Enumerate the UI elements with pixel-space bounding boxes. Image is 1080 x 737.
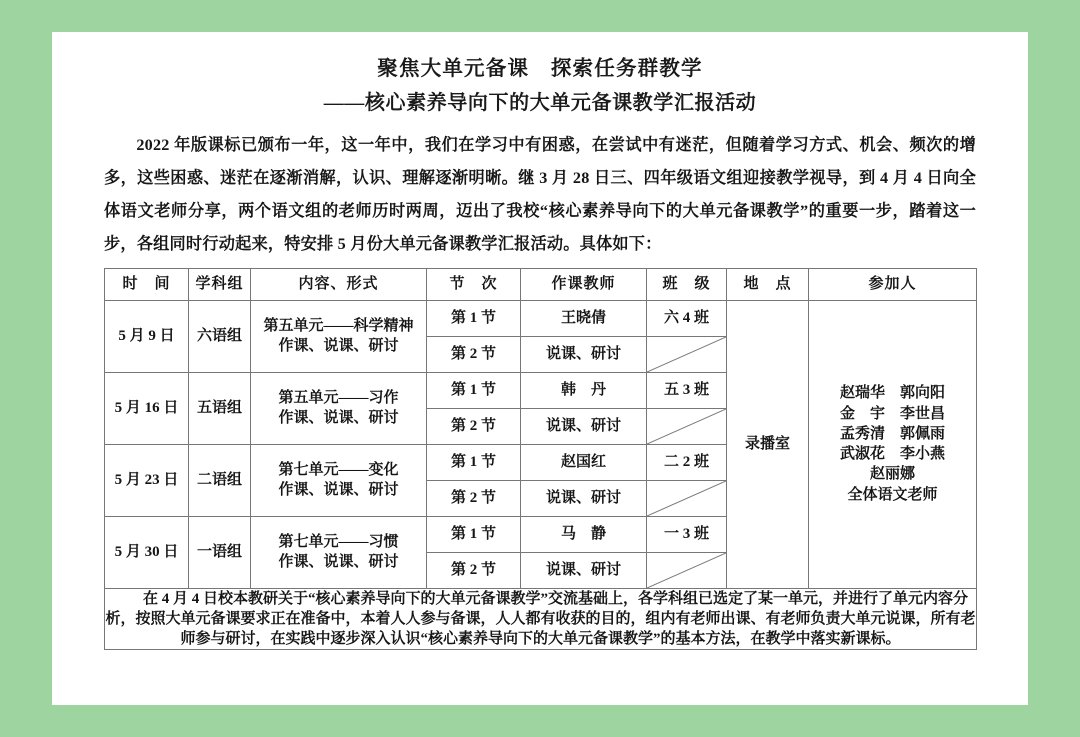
cell-period: 第 2 节 xyxy=(427,552,521,588)
content-line-1: 第五单元——科学精神 xyxy=(263,317,414,334)
table-row xyxy=(105,300,977,336)
participant-line: 全体语文老师 xyxy=(847,486,938,503)
table-footnote-row xyxy=(105,588,977,650)
cell-content xyxy=(251,516,427,588)
participant-line: 赵丽娜 xyxy=(869,466,915,483)
header-place: 地 点 xyxy=(727,268,809,300)
header-participants: 参加人 xyxy=(809,268,977,300)
cell-period: 第 1 节 xyxy=(427,444,521,480)
schedule-table xyxy=(104,268,977,651)
cell-teacher: 说课、研讨 xyxy=(521,480,647,516)
cell-group: 五语组 xyxy=(189,372,251,444)
intro-paragraph: 2022 年版课标已颁布一年，这一年中，我们在学习中有困惑，在尝试中有迷茫，但随着学习方式、机会、频次的增多，这些困惑、迷茫在逐渐消解，认识、理解逐渐明晰。继 3 月 28 日三、四年级语文组迎接教学视导，到 4 月 4 日向全体语文老师分享，两个语文组的老师历时两周，迈出了我校“核心素养导向下的大单元备课教学”的重要一步，踏着这一步，各组同时行动起来，特安排 5 月份大单元备课教学汇报活动。具体如下： xyxy=(104,135,976,254)
cell-group: 一语组 xyxy=(189,516,251,588)
cell-class: 六 4 班 xyxy=(647,300,727,336)
cell-period: 第 1 节 xyxy=(427,372,521,408)
header-group: 学科组 xyxy=(189,268,251,300)
diagonal-strike-icon xyxy=(647,481,726,516)
cell-period: 第 2 节 xyxy=(427,480,521,516)
title-block xyxy=(104,54,976,119)
cell-teacher: 说课、研讨 xyxy=(521,408,647,444)
cell-period: 第 1 节 xyxy=(427,300,521,336)
participant-line: 金 宇 李世昌 xyxy=(839,405,945,422)
cell-class-empty-diagonal xyxy=(647,336,727,372)
cell-time: 5 月 9 日 xyxy=(105,300,189,372)
page-subtitle: ——核心素养导向下的大单元备课教学汇报活动 xyxy=(323,91,757,114)
cell-teacher: 说课、研讨 xyxy=(521,336,647,372)
participant-line: 武淑花 李小燕 xyxy=(839,446,945,463)
cell-content xyxy=(251,372,427,444)
table-header-row xyxy=(105,268,977,300)
content-line-1: 第五单元——习作 xyxy=(278,389,399,406)
cell-period: 第 2 节 xyxy=(427,408,521,444)
cell-class: 二 2 班 xyxy=(647,444,727,480)
cell-time: 5 月 30 日 xyxy=(105,516,189,588)
cell-place: 录播室 xyxy=(727,300,809,588)
cell-class-empty-diagonal xyxy=(647,408,727,444)
cell-period: 第 2 节 xyxy=(427,336,521,372)
content-line-2: 作课、说课、研讨 xyxy=(278,410,399,427)
document-content xyxy=(104,54,976,650)
cell-participants xyxy=(809,300,977,588)
cell-content xyxy=(251,444,427,516)
header-class: 班 级 xyxy=(647,268,727,300)
content-line-2: 作课、说课、研讨 xyxy=(278,482,399,499)
participant-line: 赵瑞华 郭向阳 xyxy=(839,385,945,402)
content-line-1: 第七单元——习惯 xyxy=(278,533,399,550)
cell-period: 第 1 节 xyxy=(427,516,521,552)
header-content: 内容、形式 xyxy=(251,268,427,300)
header-teacher: 作课教师 xyxy=(521,268,647,300)
cell-teacher: 说课、研讨 xyxy=(521,552,647,588)
cell-class: 五 3 班 xyxy=(647,372,727,408)
cell-time: 5 月 23 日 xyxy=(105,444,189,516)
cell-time: 5 月 16 日 xyxy=(105,372,189,444)
cell-teacher: 韩 丹 xyxy=(521,372,647,408)
header-time: 时 间 xyxy=(105,268,189,300)
document-page xyxy=(52,32,1028,705)
cell-content xyxy=(251,300,427,372)
cell-class-empty-diagonal xyxy=(647,480,727,516)
cell-teacher: 马 静 xyxy=(521,516,647,552)
cell-class-empty-diagonal xyxy=(647,552,727,588)
diagonal-strike-icon xyxy=(647,553,726,588)
diagonal-strike-icon xyxy=(647,409,726,444)
cell-teacher: 赵国红 xyxy=(521,444,647,480)
cell-group: 二语组 xyxy=(189,444,251,516)
content-line-1: 第七单元——变化 xyxy=(278,461,399,478)
cell-class: 一 3 班 xyxy=(647,516,727,552)
diagonal-strike-icon xyxy=(647,337,726,372)
page-title: 聚焦大单元备课 探索任务群教学 xyxy=(377,58,703,80)
cell-group: 六语组 xyxy=(189,300,251,372)
content-line-2: 作课、说课、研讨 xyxy=(278,338,399,355)
footnote-paragraph: 在 4 月 4 日校本教研关于“核心素养导向下的大单元备课教学”交流基础上，各学科组已选定了某一单元，并进行了单元内容分析，按照大单元备课要求正在准备中，本着人人参与备课，人人都有收获的目的，组内有老师出课、有老师负责大单元说课，所有老师参与研讨，在实践中逐步深入认识“核心素养导向下的大单元备课教学”的基本方法，在教学中落实新课标。 xyxy=(105,588,977,650)
header-period: 节 次 xyxy=(427,268,521,300)
cell-teacher: 王晓倩 xyxy=(521,300,647,336)
content-line-2: 作课、说课、研讨 xyxy=(278,554,399,571)
participant-line: 孟秀清 郭佩雨 xyxy=(839,425,945,442)
